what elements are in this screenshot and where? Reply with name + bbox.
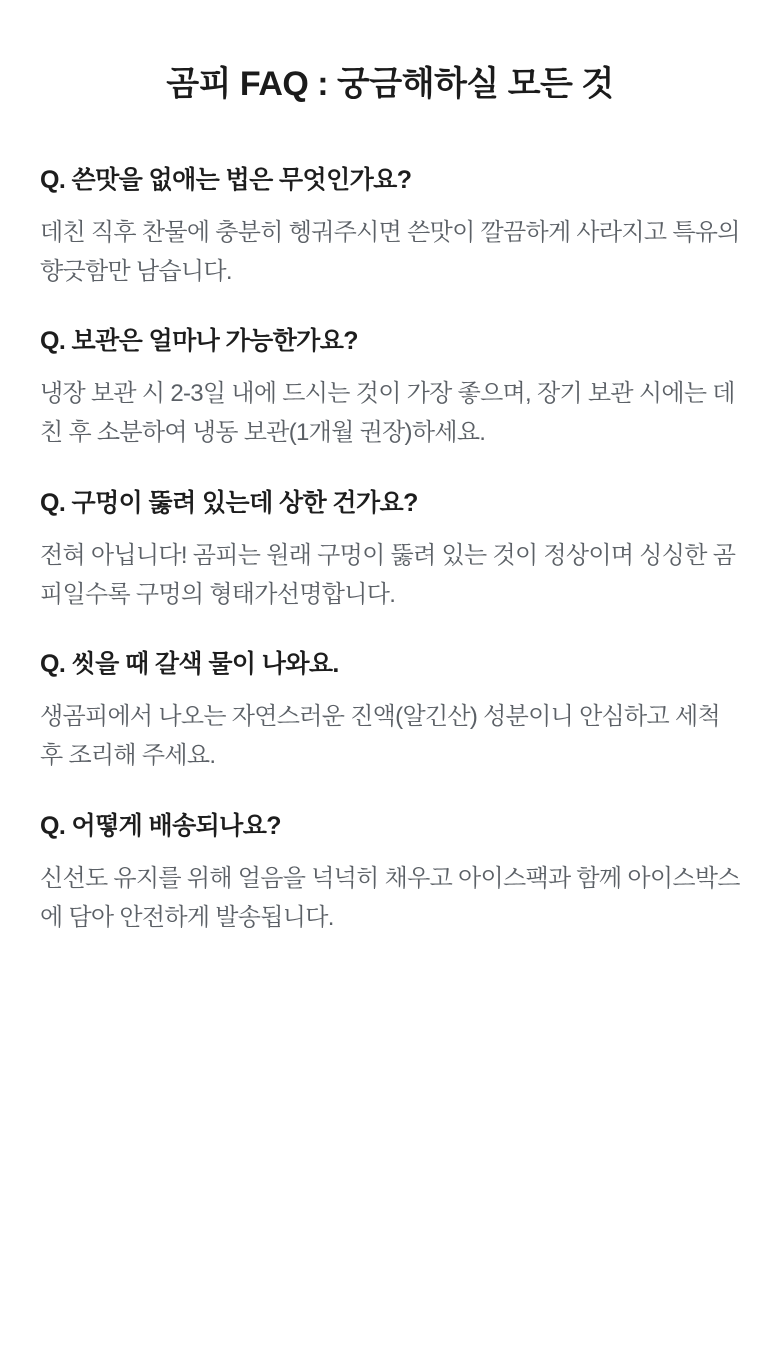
faq-answer: 냉장 보관 시 2-3일 내에 드시는 것이 가장 좋으며, 장기 보관 시에는 데친 후 소분하여 냉동 보관(1개월 권장)하세요. [40, 380, 735, 447]
faq-item [40, 487, 740, 615]
faq-answer: 생곰피에서 나오는 자연스러운 진액(알긴산) 성분이니 안심하고 세척 후 조리해 주세요. [40, 703, 720, 770]
faq-question: Q. 씻을 때 갈색 물이 나와요. [40, 650, 339, 679]
page-title: 곰피 FAQ : 궁금해하실 모든 것 [166, 65, 614, 103]
faq-item [40, 325, 740, 453]
faq-item [40, 810, 740, 938]
faq-question: Q. 구멍이 뚫려 있는데 상한 건가요? [40, 488, 418, 517]
faq-question: Q. 쓴맛을 없애는 법은 무엇인가요? [40, 165, 412, 194]
faq-answer: 신선도 유지를 위해 얼음을 넉넉히 채우고 아이스팩과 함께 아이스박스에 담아 안전하게 발송됩니다. [40, 864, 740, 931]
faq-item [40, 164, 740, 292]
faq-answer: 전혀 아닙니다! 곰피는 원래 구멍이 뚫려 있는 것이 정상이며 싱싱한 곰피일수록 구멍의 형태가선명합니다. [40, 541, 736, 608]
faq-item [40, 648, 740, 776]
faq-question: Q. 보관은 얼마나 가능한가요? [40, 327, 358, 356]
faq-question: Q. 어떻게 배송되나요? [40, 811, 281, 840]
faq-list [40, 164, 740, 938]
faq-answer: 데친 직후 찬물에 충분히 헹궈주시면 쓴맛이 깔끔하게 사라지고 특유의 향긋함만 남습니다. [40, 218, 740, 285]
